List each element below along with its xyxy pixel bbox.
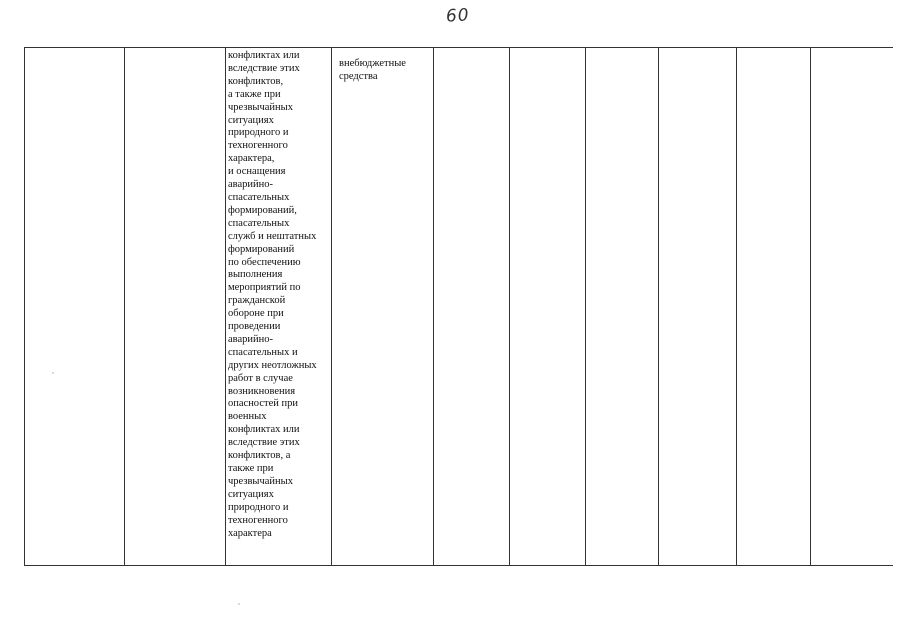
description-line: чрезвычайных xyxy=(228,475,293,487)
description-line: конфликтах или xyxy=(228,50,300,61)
description-line: опасностей при xyxy=(228,398,298,410)
description-line: а также при xyxy=(228,88,281,100)
description-line: вследствие этих xyxy=(228,437,300,449)
funding-source-line: внебюджетные xyxy=(339,58,406,69)
description-line: ситуациях xyxy=(228,488,274,500)
description-line: техногенного xyxy=(228,140,288,152)
page-number: 60 xyxy=(445,5,471,27)
description-line: возникновения xyxy=(228,385,296,397)
table-cell-name xyxy=(125,48,226,566)
description-line: проведении xyxy=(228,321,281,333)
funding-source-line: средства xyxy=(339,70,378,82)
table-cell-value-1 xyxy=(434,48,510,566)
description-line: выполнения xyxy=(228,269,283,281)
table-cell-value-3 xyxy=(586,48,659,566)
description-line: других неотложных xyxy=(228,359,317,371)
table-cell-value-6 xyxy=(811,48,893,566)
program-table xyxy=(24,47,893,566)
description-line: техногенного xyxy=(228,514,288,526)
scan-speck xyxy=(238,603,240,605)
table-row xyxy=(25,48,893,566)
table-cell-value-4 xyxy=(659,48,737,566)
description-line: аварийно- xyxy=(228,333,273,345)
funding-source-text xyxy=(332,48,433,84)
table-cell-value-5 xyxy=(737,48,811,566)
table-cell-value-2 xyxy=(510,48,586,566)
description-line: конфликтов, а xyxy=(228,450,291,462)
description-line: ситуациях xyxy=(228,114,274,126)
description-line: конфликтах или xyxy=(228,424,300,436)
description-line: также при xyxy=(228,463,274,474)
description-line: формирований, xyxy=(228,204,297,216)
description-line: формирований xyxy=(228,243,295,255)
description-line: спасательных и xyxy=(228,346,298,358)
table-cell-number xyxy=(25,48,125,566)
description-line: служб и нештатных xyxy=(228,230,317,242)
table-cell-description xyxy=(226,48,332,566)
description-line: по обеспечению xyxy=(228,256,301,268)
description-line: чрезвычайных xyxy=(228,101,293,113)
description-line: природного и xyxy=(228,501,289,513)
description-line: природного и xyxy=(228,127,289,139)
description-line: обороне при xyxy=(228,308,284,320)
description-line: спасательных xyxy=(228,217,290,229)
description-line: военных xyxy=(228,411,267,423)
description-line: вследствие этих xyxy=(228,62,300,74)
description-line: спасательных xyxy=(228,191,290,203)
scan-speck xyxy=(52,372,54,374)
description-line: аварийно- xyxy=(228,179,273,191)
description-line: работ в случае xyxy=(228,372,293,384)
description-line: характера xyxy=(228,527,272,539)
description-line: характера, xyxy=(228,153,275,165)
description-line: гражданской xyxy=(228,295,286,307)
description-text xyxy=(226,48,331,540)
description-line: конфликтов, xyxy=(228,75,284,87)
description-line: и оснащения xyxy=(228,166,286,178)
table-cell-funding-source xyxy=(332,48,434,566)
description-line: мероприятий по xyxy=(228,282,301,294)
